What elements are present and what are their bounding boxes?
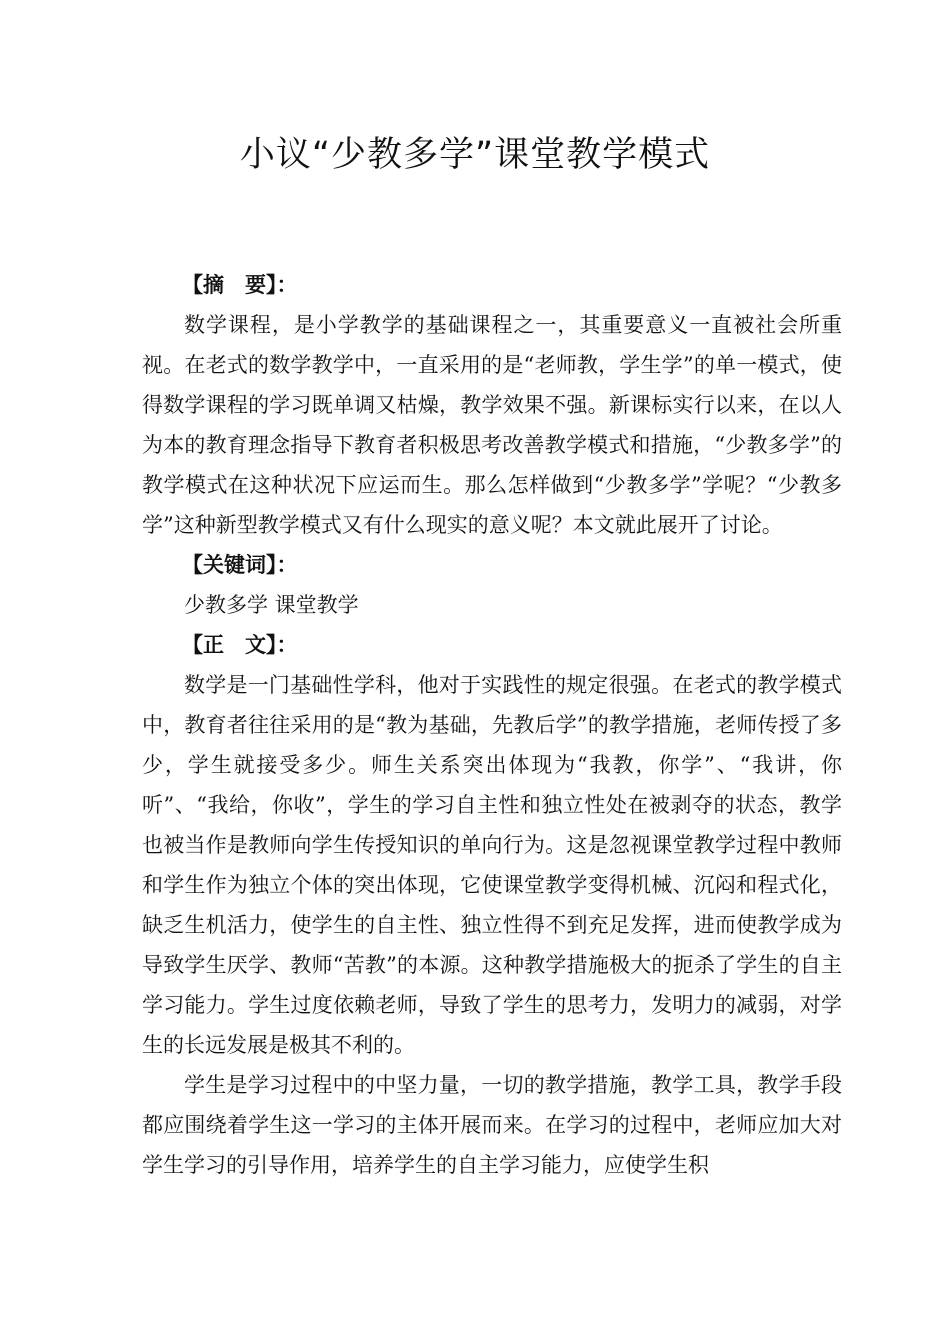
keywords-text: 少教多学 课堂教学 <box>184 593 359 617</box>
keywords-label: 【关键词】： <box>182 553 298 577</box>
document-body <box>142 265 842 1185</box>
body-paragraph: 数学是一门基础性学科，他对于实践性的规定很强。在老式的教学模式中，教育者往往采用的是“教为基础，先教后学”的教学措施，老师传授了多少，学生就接受多少。师生关系突出体现为“我教，你学”、“我讲，你听”、“我给，你收”，学生的学习自主性和独立性处在被剥夺的状态，教学也被当作是教师向学生传授知识的单向行为。这是忽视课堂教学过程中教师和学生作为独立个体的突出体现，它使课堂教学变得机械、沉闷和程式化，缺乏生机活力，使学生的自主性、独立性得不到充足发挥，进而使教学成为导致学生厌学、教师“苦教”的本源。这种教学措施极大的扼杀了学生的自主学习能力。学生过度依赖老师，导致了学生的思考力，发明力的减弱，对学生的长远发展是极其不利的。 <box>142 673 842 1057</box>
abstract-label: 【摘 要】： <box>182 273 298 297</box>
abstract-paragraph: 数学课程，是小学教学的基础课程之一，其重要意义一直被社会所重视。在老式的数学教学中，一直采用的是“老师教，学生学”的单一模式，使得数学课程的学习既单调又枯燥，教学效果不强。新课标实行以来，在以人为本的教育理念指导下教育者积极思考改善教学模式和措施，“少教多学”的教学模式在这种状况下应运而生。那么怎样做到“少教多学”学呢？“少教多学”这种新型教学模式又有什么现实的意义呢？本文就此展开了讨论。 <box>142 313 842 537</box>
document-title: 小议“少教多学”课堂教学模式 <box>239 135 711 175</box>
body-label: 【正 文】： <box>182 633 298 657</box>
body-paragraph: 学生是学习过程中的中坚力量，一切的教学措施，教学工具，教学手段都应围绕着学生这一学习的主体开展而来。在学习的过程中，老师应加大对学生学习的引导作用，培养学生的自主学习能力，应使学生积 <box>142 1073 842 1177</box>
